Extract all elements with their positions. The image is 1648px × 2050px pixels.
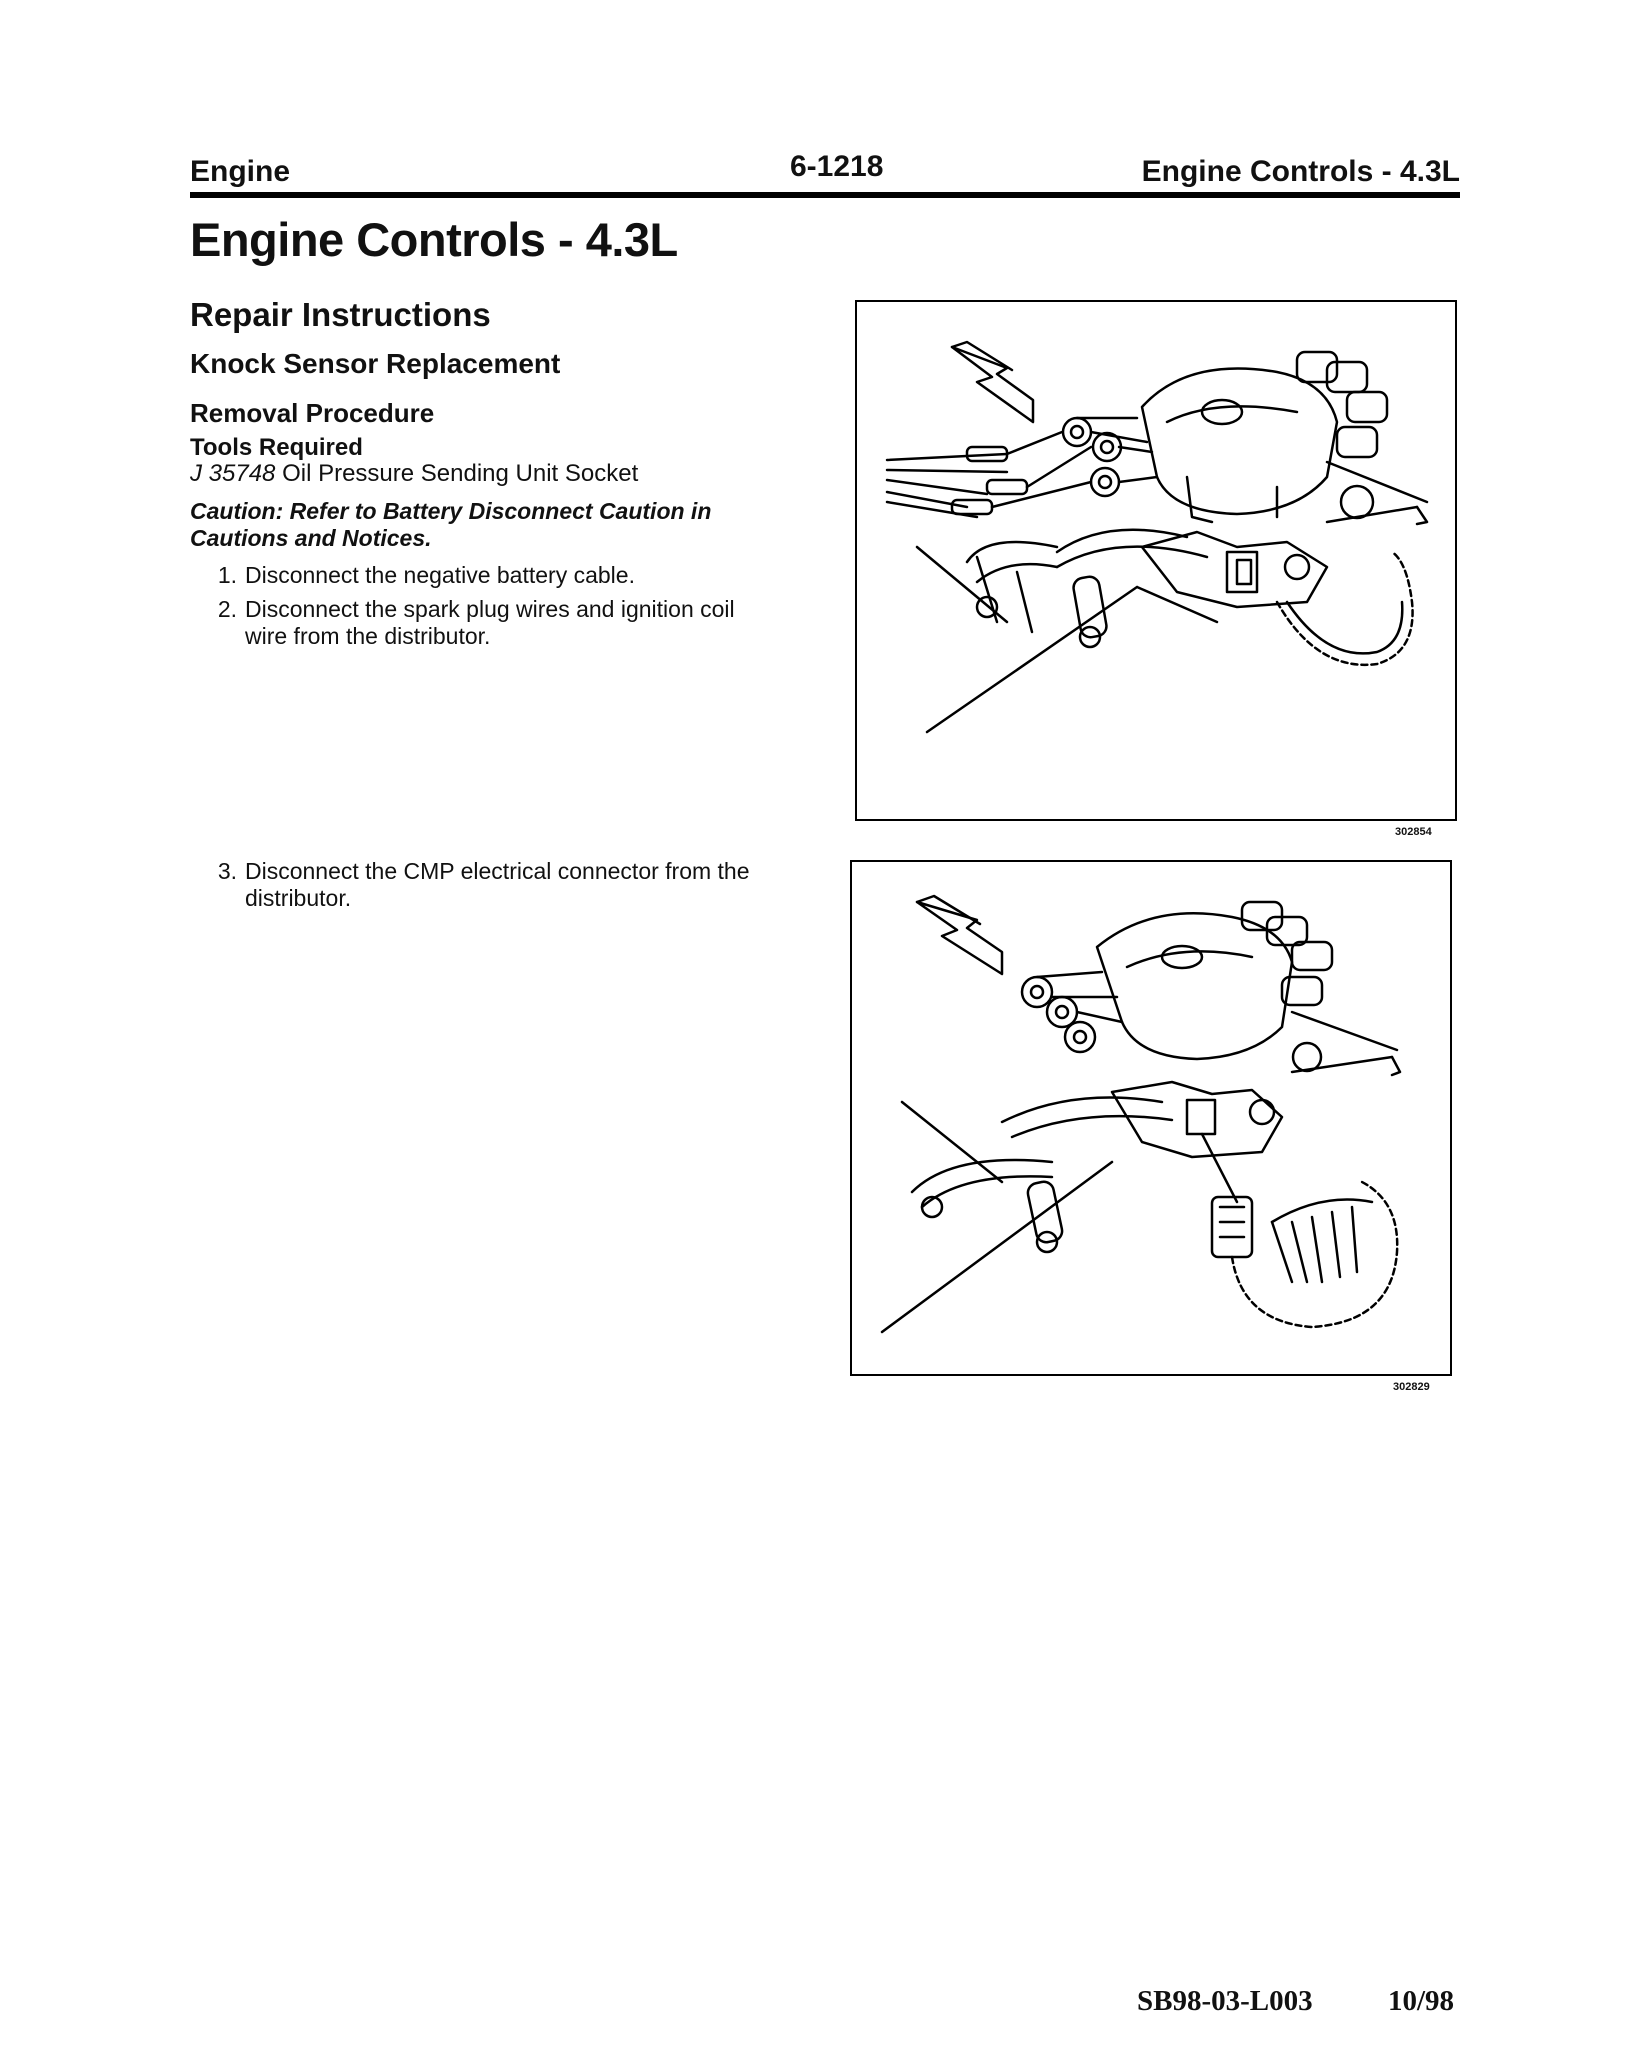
distributor-connector-illustration [852,862,1450,1374]
page-number: 6-1218 [790,150,884,183]
figure-id: 302829 [1393,1381,1430,1393]
page-title: Engine Controls - 4.3L [190,213,678,266]
procedure-heading: Removal Procedure [190,398,435,428]
step-1 [217,562,805,589]
tool-description: Oil Pressure Sending Unit Socket [282,460,639,487]
figure-cmp-connector [850,860,1452,1376]
header-rule [190,192,1460,198]
running-header-right: Engine Controls - 4.3L [1141,155,1460,188]
distributor-illustration [857,302,1455,819]
caution-text: Caution: Refer to Battery Disconnect Caution in Cautions and Notices. [190,498,712,551]
step-number: 1. [217,562,237,588]
figure-id: 302854 [1395,826,1432,838]
footer-code: SB98-03-L003 [1137,1985,1313,2017]
step-2 [217,596,765,650]
tool-part-number: J 35748 [190,460,276,487]
running-header-left: Engine [190,155,291,188]
tool-line [190,460,638,488]
step-text: Disconnect the negative battery cable. [245,562,635,588]
step-number: 2. [217,596,237,622]
tools-heading: Tools Required [190,434,363,461]
step-text: Disconnect the CMP electrical connector from the distributor. [245,858,750,911]
footer-date: 10/98 [1388,1985,1455,2017]
step-text: Disconnect the spark plug wires and ignition coil wire from the distributor. [245,596,735,649]
step-number: 3. [217,858,237,884]
step-3 [217,858,785,912]
subsection-heading: Knock Sensor Replacement [190,348,561,379]
figure-distributor-wires [855,300,1457,821]
section-heading: Repair Instructions [190,296,491,333]
